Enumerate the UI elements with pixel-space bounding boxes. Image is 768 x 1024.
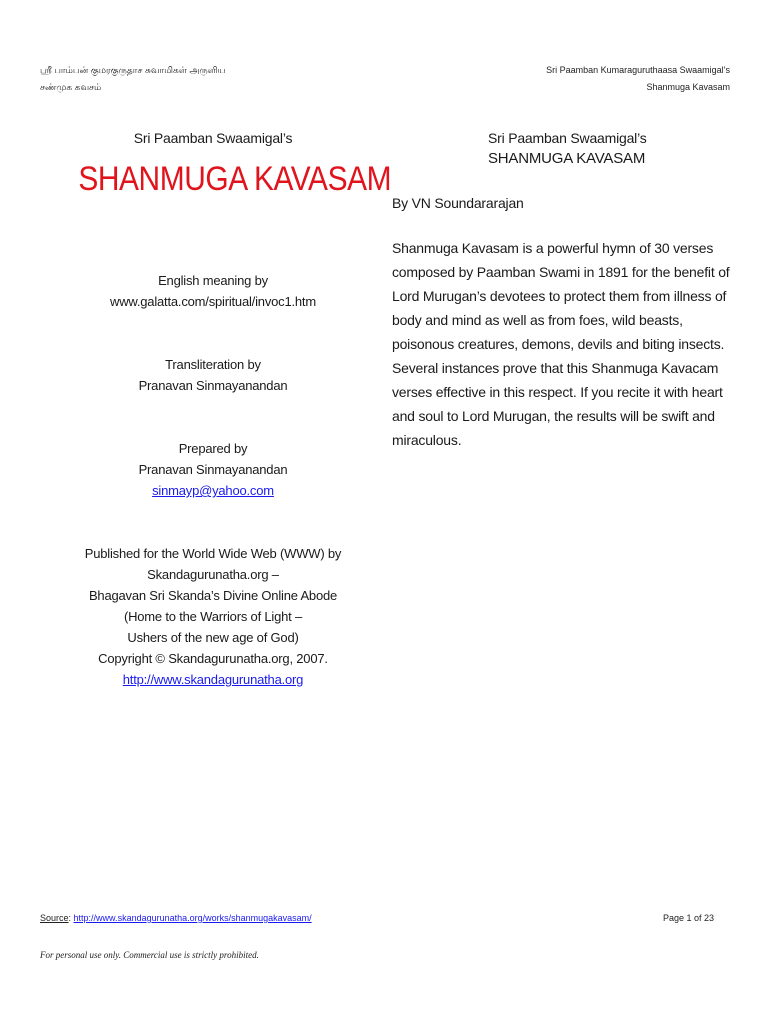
prepared-email-link[interactable]: sinmayp@yahoo.com (152, 483, 274, 498)
main-title: SHANMUGA KAVASAM (78, 160, 392, 198)
author-byline: By VN Soundararajan (392, 195, 524, 211)
source-label: Source (40, 913, 69, 923)
english-credit-label: English meaning by (158, 273, 268, 288)
source-link[interactable]: http://www.skandagurunatha.org/works/shanmugakavasam/ (73, 913, 312, 923)
transliteration-name: Pranavan Sinmayanandan (138, 378, 288, 393)
header-left (40, 62, 225, 96)
header-right-subtitle: Shanmuga Kavasam (646, 82, 730, 92)
transliteration-label: Transliteration by (165, 357, 261, 372)
publication-line: Published for the World Wide Web (WWW) by (84, 546, 342, 561)
website-link[interactable]: http://www.skandagurunatha.org (122, 672, 304, 687)
header-left-tamil-title: ஸ்ரீ பாம்பன் குமரகுருதாச சுவாமிகள் அருளிய (40, 65, 226, 75)
paragraph-line: Several instances prove that this Shanmuga Kavacam (392, 360, 719, 376)
publication-line: Ushers of the new age of God) (127, 630, 299, 645)
header-left-tamil-subtitle: சண்முக கவசம் (40, 82, 102, 92)
paragraph-line: composed by Paamban Swami in 1891 for the benefit of (392, 264, 730, 280)
paragraph-line: poisonous creatures, demons, devils and biting insects. (392, 336, 725, 352)
intro-column (392, 128, 728, 452)
paragraph-line: verses effective in this respect. If you recite it with heart (392, 384, 723, 400)
title-column (60, 128, 392, 690)
publication-line: (Home to the Warriors of Light – (123, 609, 303, 624)
usage-note: For personal use only. Commercial use is strictly prohibited. (40, 950, 259, 960)
header-right-title: Sri Paamban Kumaraguruthaasa Swaamigal’s (546, 65, 730, 75)
footer-source: Source: http://www.skandagurunatha.org/works/shanmugakavasam/ (40, 913, 312, 923)
paragraph-line: Lord Murugan’s devotees to protect them from illness of (392, 288, 727, 304)
publication-line: Bhagavan Sri Skanda’s Divine Online Abode (88, 588, 338, 603)
transliteration-credit (60, 354, 366, 396)
right-title: SHANMUGA KAVASAM (488, 150, 646, 167)
page-number: Page 1 of 23 (662, 913, 714, 923)
publication-line: Skandagurunatha.org – (147, 567, 279, 582)
paragraph-line: Shanmuga Kavasam is a powerful hymn of 30 verses (392, 240, 714, 256)
english-credit-url: www.galatta.com/spiritual/invoc1.htm (110, 294, 316, 309)
copyright-line: Copyright © Skandagurunatha.org, 2007. (98, 651, 328, 666)
english-credit (60, 270, 366, 312)
publication-info (60, 543, 366, 690)
left-subtitle: Sri Paamban Swaamigal’s (133, 130, 293, 146)
prepared-name: Pranavan Sinmayanandan (138, 462, 288, 477)
paragraph-line: and soul to Lord Murugan, the results will be swift and (392, 408, 715, 424)
intro-paragraph (392, 236, 728, 452)
paragraph-line: miraculous. (392, 432, 462, 448)
prepared-label: Prepared by (178, 441, 248, 456)
header-right (546, 62, 730, 96)
prepared-credit (60, 438, 366, 501)
paragraph-line: body and mind as well as from foes, wild beasts, (392, 312, 683, 328)
right-subtitle: Sri Paamban Swaamigal’s (488, 130, 647, 146)
